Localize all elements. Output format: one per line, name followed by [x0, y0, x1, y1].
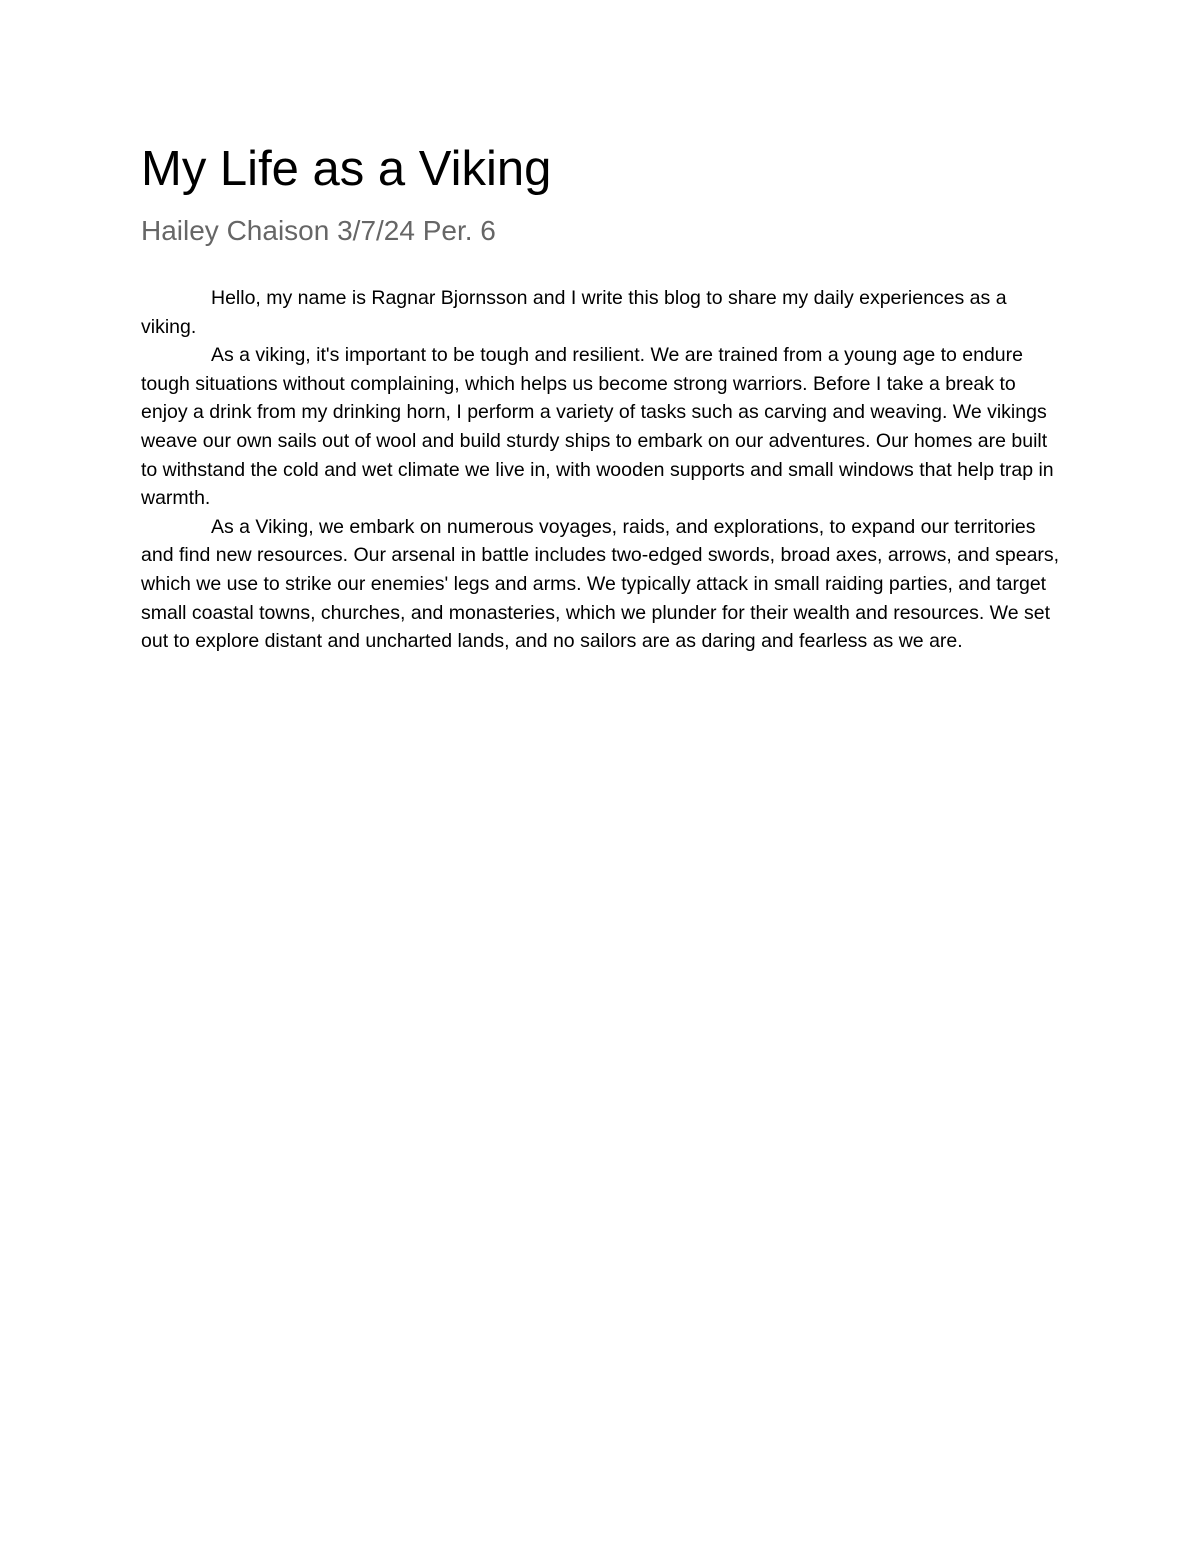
body-paragraph-voyages: As a Viking, we embark on numerous voyages, raids, and explorations, to expand our territories and find new resources. Our arsenal in battle includes two-edged swords, broad axes, arrows, and spears, which we use to strike our enemies' legs and arms. We typically attack in small raiding parties, and target small coastal towns, churches, and monasteries, which we plunder for their wealth and resources. We set out to explore distant and uncharted lands, and no sailors are as daring and fearless as we are.: [141, 515, 1060, 653]
body-paragraph-daily-life: As a viking, it's important to be tough and resilient. We are trained from a young age to endure tough situations without complaining, which helps us become strong warriors. Before I take a break to enjoy a drink from my drinking horn, I perform a variety of tasks such as carving and weaving. We vikings weave our own sails out of wool and build sturdy ships to embark on our adventures. Our homes are built to withstand the cold and wet climate we live in, with wooden supports and small windows that help trap in warmth.: [141, 344, 1054, 510]
body-paragraph-intro: Hello, my name is Ragnar Bjornsson and I write this blog to share my daily experiences as a viking.: [141, 287, 1007, 338]
document-title: My Life as a Viking: [141, 142, 552, 196]
document-subtitle: Hailey Chaison 3/7/24 Per. 6: [141, 215, 496, 246]
document-body: [141, 284, 1063, 656]
